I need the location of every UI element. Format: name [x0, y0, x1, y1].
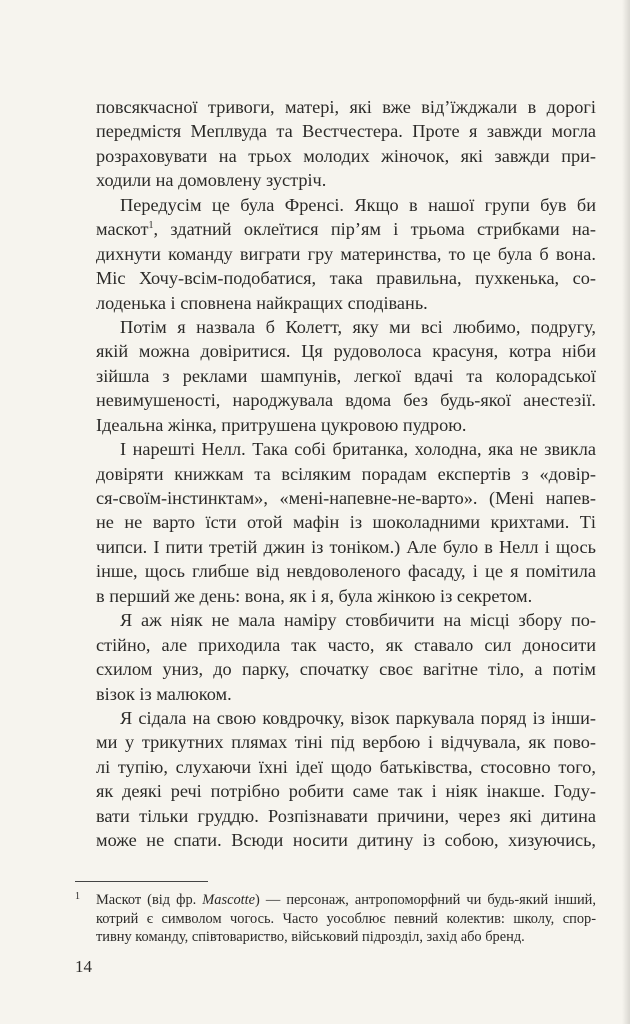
text-line	[96, 413, 596, 437]
text-line	[96, 682, 596, 706]
line-text: лоденька і сповнена найкращих сподівань.	[96, 292, 428, 313]
text-line	[96, 388, 596, 412]
text-line	[96, 364, 596, 388]
line-text: може не спати. Всюди носити дитину із собою, хизуючись,	[96, 830, 596, 851]
text-line	[96, 804, 596, 828]
line-text: ми у трикутних плямах тіні під вербою і відчувала, як пово-	[96, 732, 596, 753]
text-line	[96, 755, 596, 779]
text-line	[96, 95, 596, 119]
text-line	[96, 315, 596, 339]
line-text: візок із малюком.	[96, 683, 232, 704]
footnote	[75, 891, 596, 947]
text-line	[96, 510, 596, 534]
footnote-text: Маскот (від фр.	[96, 892, 203, 908]
footnote-line	[96, 891, 596, 910]
line-text: І нарешті Нелл. Така собі британка, холодна, яка не звикла	[120, 439, 596, 460]
line-text: ходили на домовлену зустріч.	[96, 170, 327, 191]
text-line	[96, 193, 596, 217]
text-line	[96, 339, 596, 363]
text-line	[96, 584, 596, 608]
footnote-text: тивну команду, співтовариство, військовий підрозділ, захід або бренд.	[96, 929, 525, 946]
text-line	[96, 168, 596, 192]
line-text: стійно, але приходила так часто, як ставало сил доносити	[96, 634, 596, 655]
line-text: дихнути команду виграти гру материнства, то це була б вона.	[96, 243, 596, 264]
line-text: передмістя Меплвуда та Вестчестера. Проте я завжди могла	[96, 121, 596, 142]
text-line	[96, 608, 596, 632]
text-line	[96, 706, 596, 730]
line-text: лі тупію, слухаючи їхні ідеї щодо батьківства, стосовно того,	[96, 756, 596, 777]
line-text: як деякі речі потрібно робити саме так і ніяк інакше. Году-	[96, 781, 596, 802]
text-line	[96, 266, 596, 290]
footnote-marker: 1	[75, 891, 80, 902]
line-text: Я аж ніяк не мала наміру стовбичити на місці збору по-	[120, 610, 596, 631]
footnote-divider	[75, 881, 208, 882]
body-text	[96, 95, 596, 853]
line-text: Я сідала на свою ковдрочку, візок паркувала поряд із інши-	[120, 707, 596, 728]
line-text: довіряти книжкам та всіляким порадам експертів з «довір-	[96, 463, 596, 484]
line-text: невимушеності, народжувала вдома без будь-якої анестезії.	[96, 390, 596, 411]
line-text: схилом униз, до парку, спочатку своє вагітне тіло, а потім	[96, 659, 596, 680]
page-edge-shadow	[622, 0, 630, 1024]
text-line	[96, 217, 596, 241]
text-line	[96, 119, 596, 143]
page-number: 14	[75, 957, 92, 976]
text-line	[96, 462, 596, 486]
footnote-line	[96, 910, 596, 929]
text-line	[96, 437, 596, 461]
footnote-text-continued: ) — персонаж, антропоморфний чи будь-який інший,	[255, 892, 596, 908]
text-line	[96, 242, 596, 266]
line-text: розраховувати на трьох молодих жіночок, які завжди при-	[96, 145, 596, 166]
text-line	[96, 633, 596, 657]
footnote-line	[96, 928, 596, 947]
text-line	[96, 730, 596, 754]
line-text: не не варто їсти отой мафін із шоколадними крихтами. Ті	[96, 512, 596, 533]
footnote-italic-term: Mascotte	[202, 892, 256, 908]
line-text: якій можна довіритися. Ця рудоволоса красуня, котра ніби	[96, 341, 596, 362]
line-text: в перший же день: вона, як і я, була жінкою із секретом.	[96, 585, 533, 606]
line-text: зійшла з реклами шампунів, легкої вдачі та колорадської	[96, 365, 596, 386]
line-text: Передусім це була Френсі. Якщо в нашої групи був би	[120, 194, 596, 215]
text-line	[96, 559, 596, 583]
text-line	[96, 486, 596, 510]
text-line	[96, 779, 596, 803]
line-text: маскот	[96, 219, 149, 240]
text-line	[96, 828, 596, 852]
line-text: вати тільки груддю. Розпізнавати причини, через які дитина	[96, 805, 596, 826]
text-line	[96, 657, 596, 681]
line-text: ся-своїм-інстинктам», «мені-напевне-не-варто». (Мені напев-	[96, 488, 596, 508]
line-text-continued: , здатний оклеїтися пір’ям і трьома стрибками на-	[153, 219, 596, 240]
footnote-text: котрий є символом чогось. Часто уособлює певний колектив: школу, спор-	[96, 910, 596, 927]
line-text: чипси. І пити третій джин із тоніком.) Але було в Нелл і щось	[96, 536, 596, 557]
line-text: Міс Хочу-всім-подобатися, така правильна, пухкенька, со-	[96, 268, 596, 289]
text-line	[96, 144, 596, 168]
line-text: Ідеальна жінка, притрушена цукровою пудрою.	[96, 414, 467, 435]
line-text: інше, щось глибше від невдоволеного фасаду, і це я помітила	[96, 561, 596, 582]
line-text: Потім я назвала б Колетт, яку ми всі любимо, подругу,	[120, 316, 596, 337]
footnote-reference: 1	[148, 220, 154, 232]
text-line	[96, 291, 596, 315]
text-line	[96, 535, 596, 559]
line-text: повсякчасної тривоги, матері, які вже від’їжджали в дорогі	[96, 97, 596, 117]
